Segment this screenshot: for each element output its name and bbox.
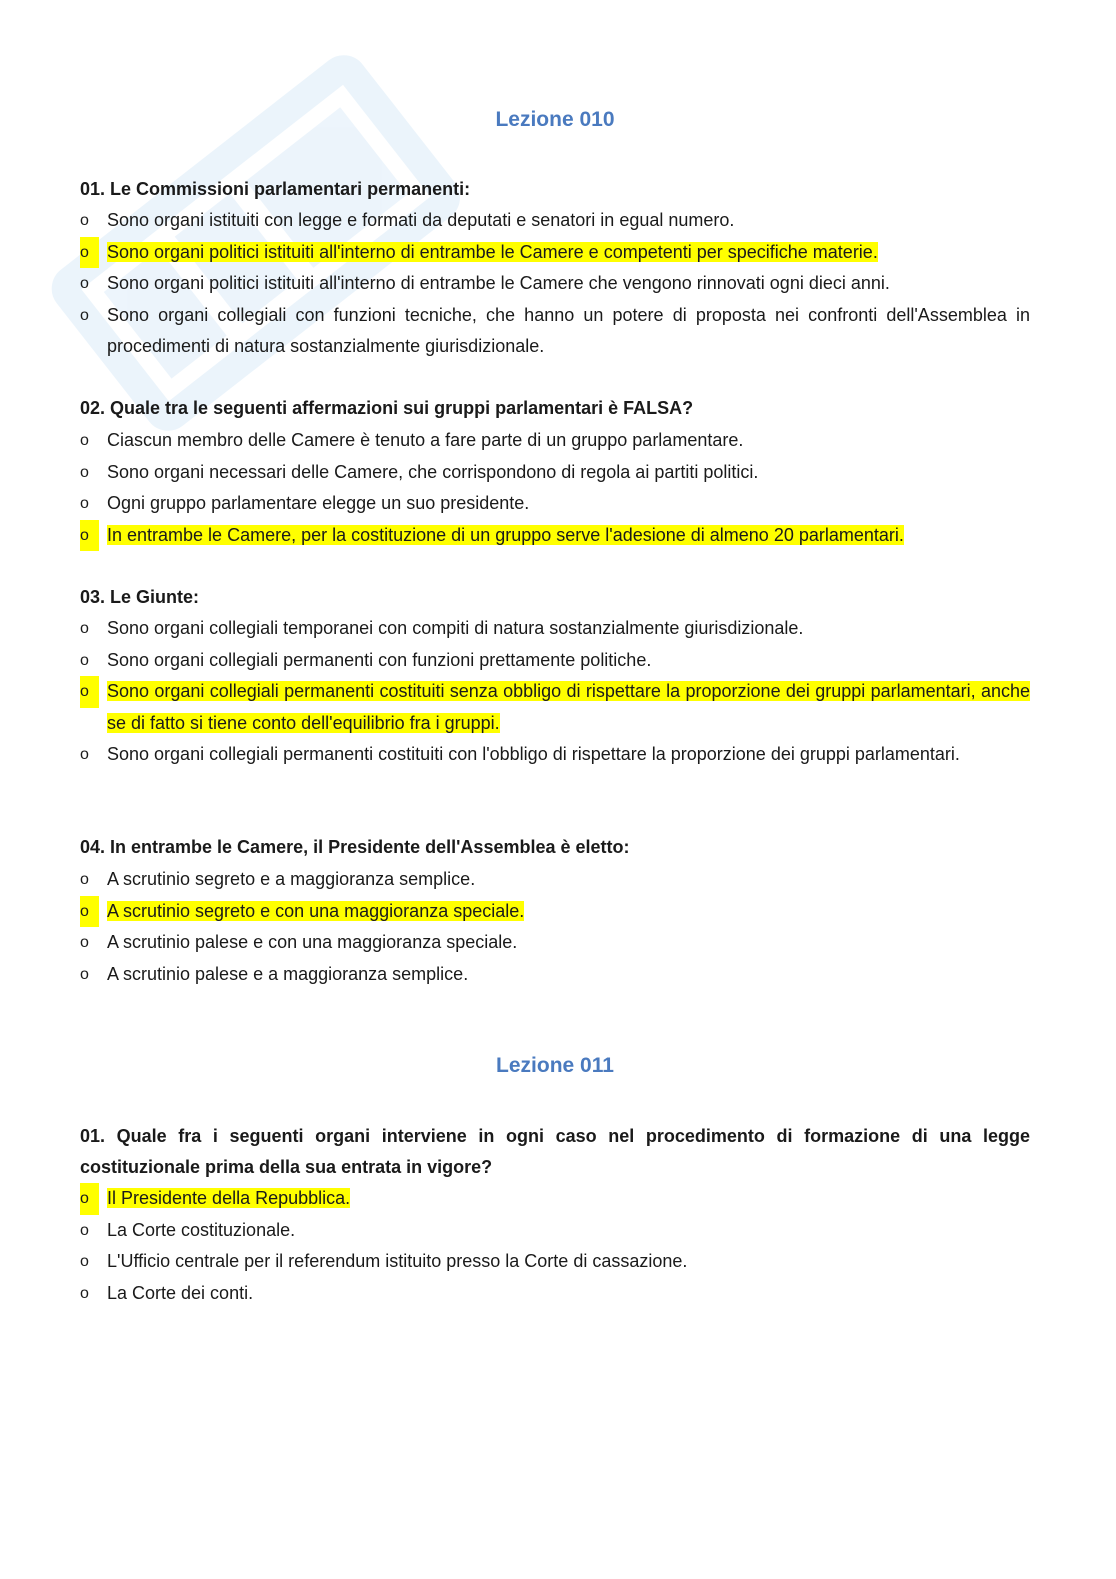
lesson-title: Lezione 010 — [495, 108, 615, 131]
option-item-correct — [80, 520, 1030, 552]
question-title: 02. Quale tra le seguenti affermazioni sui gruppi parlamentari è FALSA? — [80, 398, 694, 418]
option-item-correct — [80, 896, 1030, 928]
bullet-icon: o — [80, 676, 99, 708]
option-list — [80, 425, 1030, 551]
bullet-icon: o — [80, 871, 89, 888]
bullet-icon: o — [80, 896, 99, 928]
option-text: Sono organi collegiali temporanei con compiti di natura sostanzialmente giurisdizionale. — [107, 618, 804, 638]
option-item — [80, 645, 1030, 677]
option-list — [80, 1183, 1030, 1309]
bullet-icon: o — [80, 1221, 89, 1239]
option-item — [80, 927, 1030, 959]
option-item — [80, 1278, 1030, 1310]
option-text: A scrutinio segreto e a maggioranza semplice. — [107, 869, 476, 889]
bullet-icon: o — [80, 463, 89, 481]
option-item-correct — [80, 1183, 1030, 1215]
option-item — [80, 1215, 1030, 1247]
bullet-icon: o — [80, 432, 89, 449]
bullet-icon: o — [80, 965, 89, 983]
option-text: Sono organi collegiali con funzioni tecniche, che hanno un potere di proposta nei confronti dell'Assemblea in procedimenti di natura sostanzialmente giurisdizionale. — [107, 304, 1030, 356]
bullet-icon: o — [80, 275, 89, 292]
bullet-icon: o — [80, 1253, 89, 1270]
lesson-title: Lezione 011 — [496, 1054, 614, 1077]
bullet-icon: o — [80, 934, 89, 951]
option-text: L'Ufficio centrale per il referendum istituito presso la Corte di cassazione. — [107, 1251, 688, 1271]
option-item — [80, 488, 1030, 520]
option-text: Ogni gruppo parlamentare elegge un suo presidente. — [107, 493, 530, 513]
bullet-icon: o — [80, 495, 89, 512]
bullet-icon: o — [80, 520, 99, 552]
option-item-correct — [80, 676, 1030, 739]
bullet-icon: o — [80, 1284, 89, 1302]
option-list — [80, 864, 1030, 990]
option-text: Sono organi istituiti con legge e formati da deputati e senatori in egual numero. — [107, 210, 735, 230]
option-item — [80, 864, 1030, 896]
option-item — [80, 300, 1030, 363]
option-text: Sono organi politici istituiti all'interno di entrambe le Camere che vengono rinnovati ogni dieci anni. — [107, 273, 890, 293]
option-text: Sono organi collegiali permanenti costituiti con l'obbligo di rispettare la proporzione dei gruppi parlamentari. — [107, 744, 960, 764]
option-item — [80, 959, 1030, 991]
option-item — [80, 268, 1030, 300]
option-text: A scrutinio palese e a maggioranza semplice. — [107, 963, 469, 984]
option-text: A scrutinio segreto e con una maggioranza speciale. — [107, 900, 525, 921]
bullet-icon: o — [80, 651, 89, 669]
bullet-icon: o — [80, 746, 89, 763]
option-list — [80, 613, 1030, 771]
question-title: 04. In entrambe le Camere, il Presidente dell'Assemblea è eletto: — [80, 837, 630, 857]
option-text: Sono organi collegiali permanenti costituiti senza obbligo di rispettare la proporzione dei gruppi parlamentari, anche se di fatto si tiene conto dell'equilibrio fra i gruppi. — [107, 681, 1030, 733]
option-item — [80, 613, 1030, 645]
option-item — [80, 1246, 1030, 1278]
option-text: Il Presidente della Repubblica. — [107, 1188, 351, 1208]
bullet-icon: o — [80, 212, 89, 229]
option-text: Sono organi collegiali permanenti con funzioni prettamente politiche. — [107, 649, 652, 670]
option-list — [80, 205, 1030, 363]
bullet-icon: o — [80, 237, 99, 269]
option-text: La Corte dei conti. — [107, 1282, 254, 1303]
option-text: In entrambe le Camere, per la costituzione di un gruppo serve l'adesione di almeno 20 parlamentari. — [107, 524, 904, 545]
option-text: A scrutinio palese e con una maggioranza speciale. — [107, 932, 518, 952]
option-text: La Corte costituzionale. — [107, 1219, 296, 1240]
option-item — [80, 739, 1030, 771]
option-item — [80, 425, 1030, 457]
option-item — [80, 457, 1030, 489]
bullet-icon: o — [80, 306, 89, 324]
option-text: Ciascun membro delle Camere è tenuto a fare parte di un gruppo parlamentare. — [107, 430, 744, 450]
question-title: 03. Le Giunte: — [80, 587, 200, 607]
option-item-correct — [80, 237, 1030, 269]
bullet-icon: o — [80, 1183, 99, 1215]
question-title: 01. Quale fra i seguenti organi interviene in ogni caso nel procedimento di formazione di una legge costituzionale prima della sua entrata in vigore? — [80, 1126, 1030, 1177]
option-text: Sono organi necessari delle Camere, che corrispondono di regola ai partiti politici. — [107, 461, 759, 482]
bullet-icon: o — [80, 620, 89, 637]
option-text: Sono organi politici istituiti all'interno di entrambe le Camere e competenti per specifiche materie. — [107, 241, 878, 262]
option-item — [80, 205, 1030, 237]
question-title: 01. Le Commissioni parlamentari permanenti: — [80, 179, 471, 199]
